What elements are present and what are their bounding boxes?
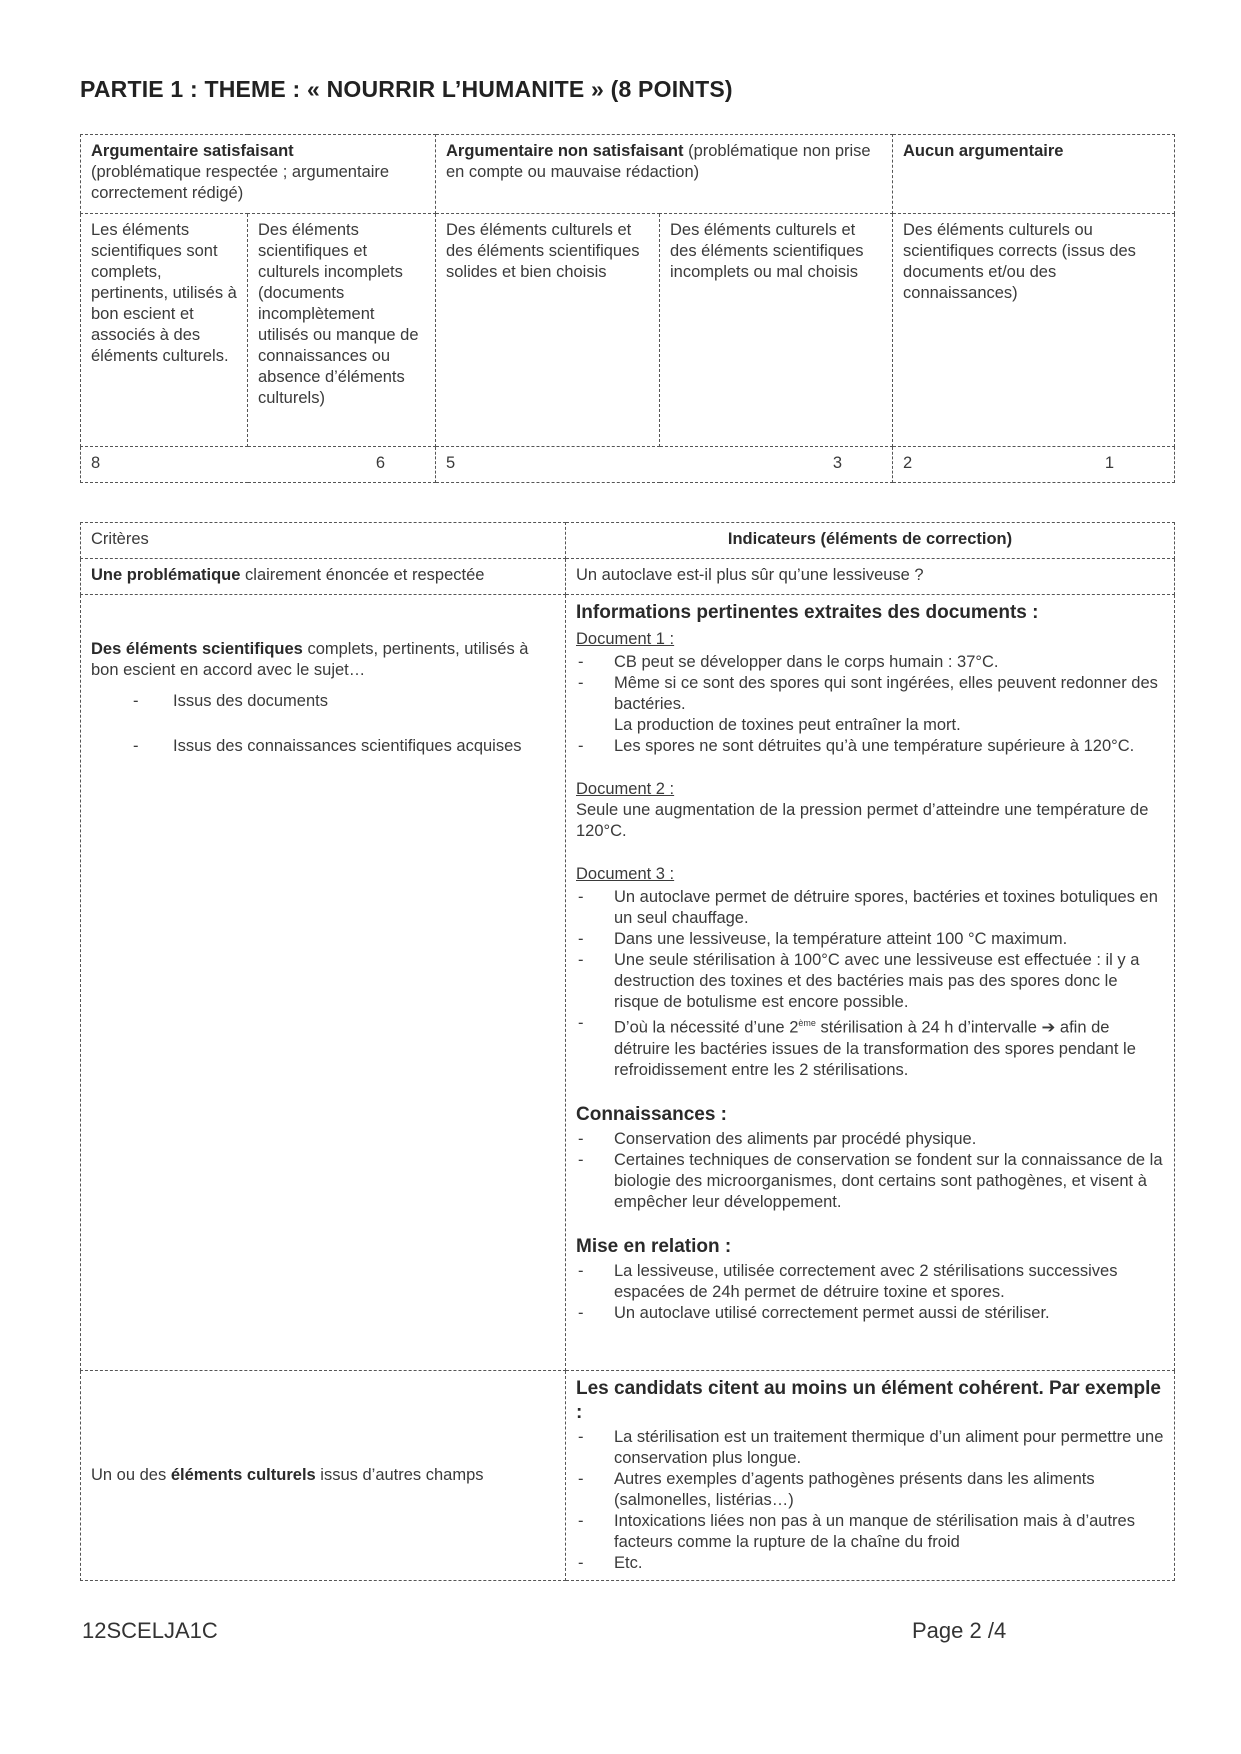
list-item: - La lessiveuse, utilisée correctement avec 2 stérilisations successives espacées de 24h permet de détruire toxine et spores. [576, 1261, 1164, 1303]
criterion-cultural-bold: éléments culturels [170, 1466, 316, 1484]
criterion-problematic-bold: Une problématique [91, 566, 241, 584]
criterion-scientific [81, 595, 566, 1371]
score-range-none [893, 447, 1175, 483]
criterion-cultural-b: issus d’autres champs [320, 1466, 484, 1484]
indicator-cultural [566, 1371, 1175, 1581]
score-range-satisfying [81, 447, 436, 483]
knowledge-list [576, 1129, 1164, 1213]
relation-heading: Mise en relation : [576, 1235, 732, 1257]
indicators-header: Indicateurs (éléments de correction) [566, 523, 1175, 559]
knowledge-heading: Connaissances : [576, 1103, 727, 1125]
criteria-header: Critères [81, 523, 566, 559]
list-item: - Les spores ne sont détruites qu’à une température supérieure à 120°C. [576, 736, 1164, 757]
criteria-table [80, 522, 1175, 1581]
doc1-item-2: Même si ce sont des spores qui sont ingérées, elles peuvent redonner des bactéries. [614, 674, 1158, 713]
criterion-cultural-a: Un ou des [91, 1466, 167, 1484]
list-item: - Conservation des aliments par procédé physique. [576, 1129, 1164, 1150]
grid-cell-5: Des éléments culturels ou scientifiques corrects (issus des documents et/ou des connaissances) [893, 214, 1175, 447]
doc3-last-sup: ème [798, 1018, 816, 1028]
doc1-extra: La production de toxines peut entraîner la mort. [614, 716, 961, 734]
list-item: - Issus des documents [91, 691, 555, 712]
document-code: 12SCELJA1C [82, 1618, 218, 1643]
criterion-cultural [81, 1371, 566, 1581]
doc3-list [576, 887, 1164, 1081]
doc3-last-a: D’où la nécessité d’une 2 [614, 1018, 799, 1037]
grid-cell-4: Des éléments culturels et des éléments scientifiques incomplets ou mal choisis [660, 214, 893, 447]
criterion-scientific-bold: Des éléments scientifiques [91, 640, 303, 658]
list-item: - Intoxications liées non pas à un manque de stérilisation mais à d’autres facteurs comme la rupture de la chaîne du froid [576, 1511, 1164, 1553]
cultural-heading: Les candidats citent au moins un élément cohérent. Par exemple : [576, 1378, 1161, 1423]
score-2: 2 [903, 454, 913, 472]
list-item: - Dans une lessiveuse, la température atteint 100 °C maximum. [576, 929, 1164, 950]
header-unsatisfying [436, 135, 893, 214]
list-item: - Issus des connaissances scientifiques acquises [91, 736, 555, 757]
page-number: Page 2 /4 [912, 1618, 1007, 1643]
header-unsatisfying-note: (problématique non prise en compte ou mauvaise rédaction) [446, 142, 871, 181]
relation-list [576, 1261, 1164, 1324]
criterion-scientific-rest: complets, pertinents, utilisés à bon escient en accord avec le sujet… [91, 640, 529, 679]
list-item [576, 673, 1164, 736]
doc2-title: Document 2 : [576, 780, 675, 798]
score-6: 6 [375, 454, 385, 472]
score-5: 5 [446, 454, 456, 472]
indicator-problematic: Un autoclave est-il plus sûr qu’une lessiveuse ? [566, 559, 1175, 595]
criterion-problematic [81, 559, 566, 595]
header-none [893, 135, 1175, 214]
list-item: - Une seule stérilisation à 100°C avec une lessiveuse est effectuée : il y a destruction des toxines et des bactéries mais pas des spores donc le risque de botulisme est encore possible. [576, 950, 1164, 1013]
grading-grid [80, 134, 1175, 483]
list-item: - Un autoclave utilisé correctement permet aussi de stériliser. [576, 1303, 1164, 1324]
score-1: 1 [1104, 454, 1115, 472]
list-item: - CB peut se développer dans le corps humain : 37°C. [576, 652, 1164, 673]
info-heading: Informations pertinentes extraites des documents : [576, 602, 1039, 623]
cultural-list [576, 1427, 1164, 1574]
doc3-last-b: stérilisation à 24 h d’intervalle ➔ afin de détruire les bactéries issues de la transformation des spores pendant le refroidissement entre les 2 stérilisations. [614, 1018, 1136, 1079]
page-title: PARTIE 1 : THEME : « NOURRIR L’HUMANITE » (8 POINTS) [80, 76, 733, 102]
list-item: - Un autoclave permet de détruire spores, bactéries et toxines botuliques en un seul chauffage. [576, 887, 1164, 929]
header-satisfying-note: (problématique respectée ; argumentaire correctement rédigé) [91, 163, 390, 202]
header-unsatisfying-title: Argumentaire non satisfaisant [446, 142, 684, 160]
list-item: - Autres exemples d’agents pathogènes présents dans les aliments (salmonelles, listérias…) [576, 1469, 1164, 1511]
doc3-title: Document 3 : [576, 865, 675, 883]
grid-cell-1: Les éléments scientifiques sont complets, pertinents, utilisés à bon escient et associés à des éléments culturels. [81, 214, 248, 447]
doc2-text: Seule une augmentation de la pression permet d’atteindre une température de 120°C. [576, 801, 1149, 840]
score-3: 3 [832, 454, 843, 472]
header-none-title: Aucun argumentaire [903, 142, 1064, 160]
grid-cell-2: Des éléments scientifiques et culturels incomplets (documents incomplètement utilisés ou manque de connaissances ou absence d’éléments culturels) [248, 214, 436, 447]
criterion-problematic-rest: clairement énoncée et respectée [245, 566, 485, 584]
indicator-scientific [566, 595, 1175, 1371]
criterion-scientific-sources [91, 691, 555, 757]
list-item: - Certaines techniques de conservation se fondent sur la connaissance de la biologie des microorganismes, dont certains sont pathogènes, et visent à empêcher leur développement. [576, 1150, 1164, 1213]
score-8: 8 [91, 454, 101, 472]
doc1-list [576, 652, 1164, 757]
score-range-unsatisfying [436, 447, 893, 483]
doc1-title: Document 1 : [576, 630, 675, 648]
list-item: - La stérilisation est un traitement thermique d’un aliment pour permettre une conservation plus longue. [576, 1427, 1164, 1469]
header-satisfying-title: Argumentaire satisfaisant [91, 142, 294, 160]
header-satisfying [81, 135, 436, 214]
grid-cell-3: Des éléments culturels et des éléments scientifiques solides et bien choisis [436, 214, 660, 447]
list-item [576, 1013, 1164, 1081]
list-item: - Etc. [576, 1553, 1164, 1574]
